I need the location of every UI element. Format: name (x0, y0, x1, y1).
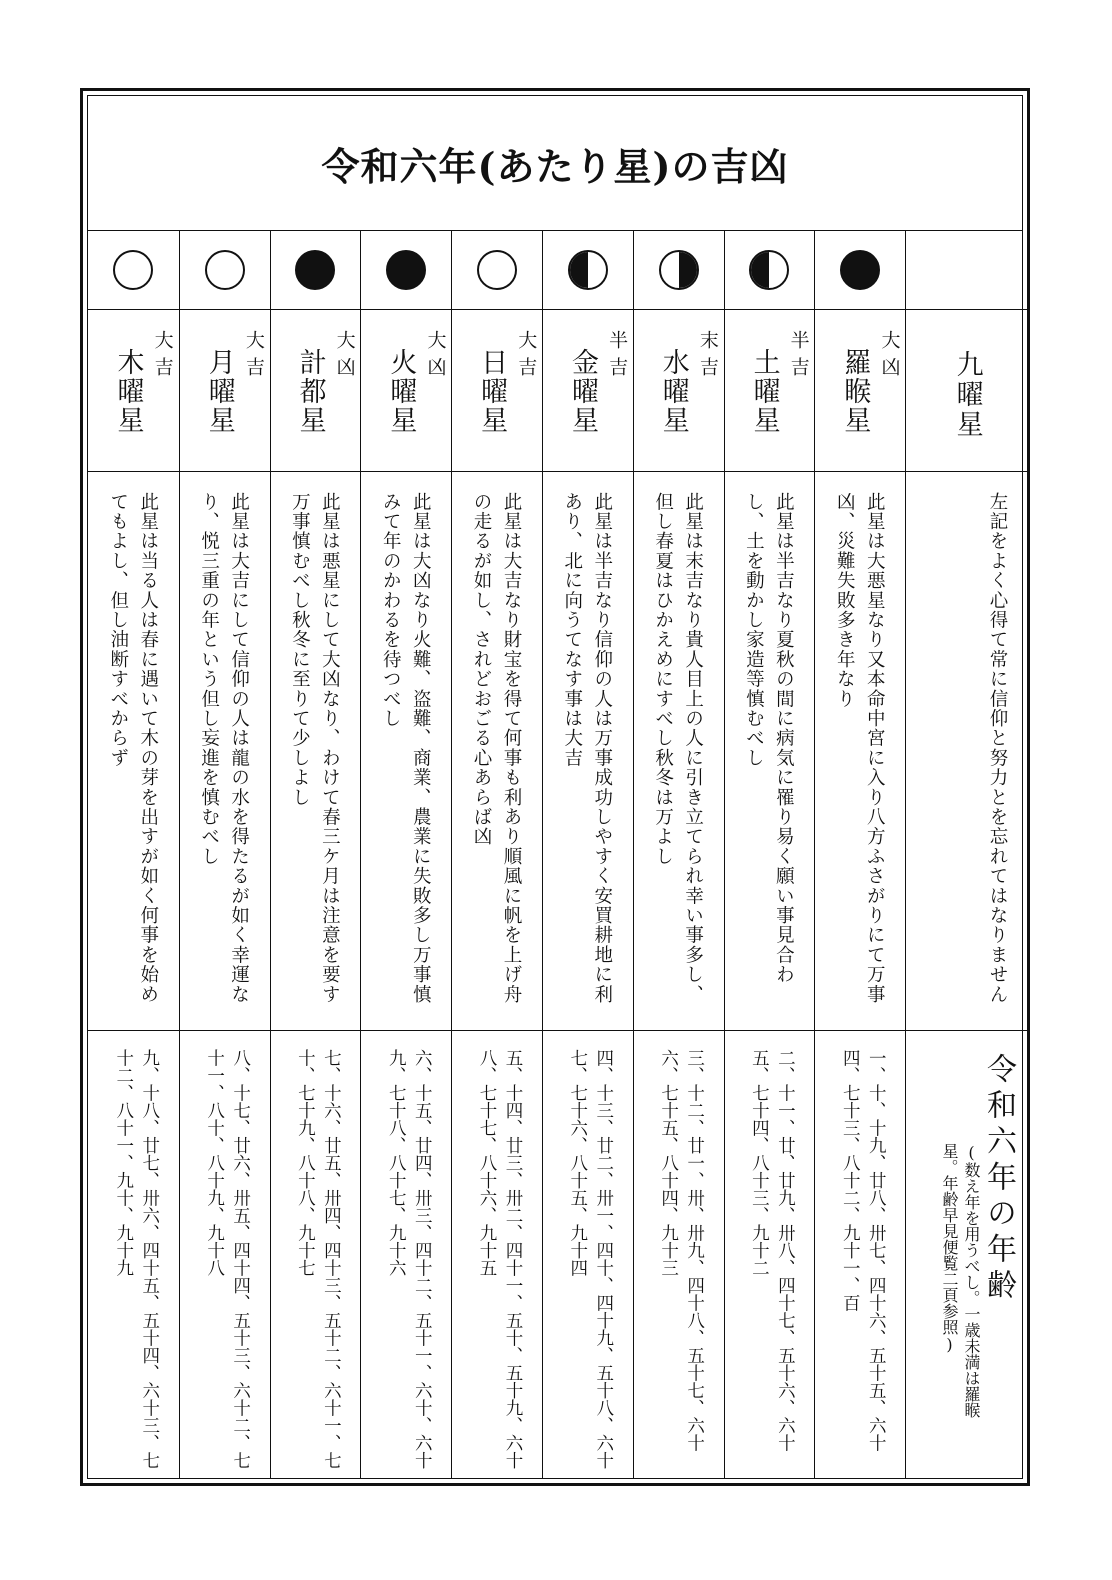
legend-intro-cell (906, 472, 1028, 1031)
description-cell (88, 472, 179, 1031)
fortune-label: 大吉 (242, 330, 265, 384)
moon-phase-icon (205, 250, 245, 290)
star-ages: 九、十八、廿七、卅六、四十五、五十四、六十三、七十二、八十一、九十、九十九 (113, 1049, 160, 1469)
star-description: 此星は末吉なり貴人目上の人に引き立てられ幸い事多し、但し春夏はひかえめにすべし秋冬は万よし (652, 492, 704, 1005)
fortune-grid (88, 231, 1022, 1478)
fortune-label: 半吉 (606, 330, 629, 384)
moon-cell (88, 231, 179, 310)
fortune-label: 大吉 (151, 330, 174, 384)
star-column (633, 231, 724, 1478)
fortune-label: 大凶 (424, 330, 447, 384)
ages-cell (361, 1031, 451, 1478)
star-name: 日曜星 (476, 348, 508, 435)
moon-cell (725, 231, 815, 310)
star-description: 此星は大吉にして信仰の人は龍の水を得たるが如く幸運なり、悦三重の年という但し妄進を慎むべし (198, 492, 250, 1005)
ages-cell (725, 1031, 815, 1478)
star-column (179, 231, 270, 1478)
moon-phase-icon (386, 250, 426, 290)
moon-cell (452, 231, 542, 310)
description-cell (452, 472, 542, 1031)
description-cell (634, 472, 724, 1031)
legend-moon-cell (906, 231, 1028, 310)
star-name-cell (88, 310, 179, 472)
legend-intro: 左記をよく心得て常に信仰と努力とを忘れてはなりません (986, 492, 1008, 1005)
star-ages: 七、十六、廿五、卅四、四十三、五十二、六十一、七十、七十九、八十八、九十七 (295, 1049, 342, 1469)
moon-phase-icon (568, 250, 608, 290)
star-ages: 五、十四、廿三、卅二、四十一、五十、五十九、六十八、七十七、八十六、九十五 (476, 1049, 523, 1469)
table-frame (80, 88, 1030, 1486)
star-name: 水曜星 (657, 348, 689, 435)
star-description: 此星は半吉なり信仰の人は万事成功しやすく安買耕地に利あり、北に向うてなす事は大吉 (561, 492, 613, 1005)
star-name: 月曜星 (203, 348, 235, 435)
fortune-label: 末吉 (696, 330, 719, 384)
kyuyo-header: 九曜星 (951, 350, 983, 440)
moon-phase-icon (295, 250, 335, 290)
star-name: 火曜星 (385, 348, 417, 435)
star-name-cell (543, 310, 633, 472)
ages-cell (88, 1031, 179, 1478)
moon-cell (271, 231, 361, 310)
star-column (88, 231, 179, 1478)
legend-age-cell (906, 1031, 1028, 1478)
star-name-cell (815, 310, 905, 472)
description-cell (815, 472, 905, 1031)
moon-phase-icon (477, 250, 517, 290)
age-note: (数え年を用うべし。一歳未満は羅睺星。年齢早見便覧二頁参照) (939, 1143, 981, 1418)
fortune-label: 大凶 (878, 330, 901, 384)
ages-cell (815, 1031, 905, 1478)
description-cell (361, 472, 451, 1031)
ages-cell (543, 1031, 633, 1478)
star-description: 此星は大凶なり火難、盗難、商業、農業に失敗多し万事慎みて年のかわるを待つべし (380, 492, 432, 1005)
ages-cell (180, 1031, 270, 1478)
star-ages: 四、十三、廿二、卅一、四十、四十九、五十八、六十七、七十六、八十五、九十四 (567, 1049, 614, 1469)
description-cell (180, 472, 270, 1031)
star-name: 土曜星 (748, 348, 780, 435)
star-name-cell (271, 310, 361, 472)
star-ages: 八、十七、廿六、卅五、四十四、五十三、六十二、七十一、八十、八十九、九十八 (204, 1049, 251, 1469)
legend-header-cell (906, 310, 1028, 472)
star-name: 金曜星 (566, 348, 598, 435)
age-title: 令和六年の年齢 (980, 1053, 1016, 1305)
moon-cell (361, 231, 451, 310)
star-column (814, 231, 905, 1478)
fortune-label: 大凶 (333, 330, 356, 384)
description-cell (725, 472, 815, 1031)
star-ages: 三、十二、廿一、卅、卅九、四十八、五十七、六十六、七十五、八十四、九十三 (658, 1049, 705, 1452)
description-cell (543, 472, 633, 1031)
star-column (360, 231, 451, 1478)
page-title: 令和六年(あたり星)の吉凶 (88, 96, 1022, 231)
star-name-cell (634, 310, 724, 472)
star-column (451, 231, 542, 1478)
star-description: 此星は大悪星なり又本命中宮に入り八方ふさがりにて万事凶、災難失敗多き年なり (834, 492, 886, 1005)
table-inner (87, 95, 1023, 1479)
moon-cell (543, 231, 633, 310)
star-name-cell (452, 310, 542, 472)
star-ages: 一、十、十九、廿八、卅七、四十六、五十五、六十四、七十三、八十二、九十一、百 (840, 1049, 887, 1452)
ages-cell (634, 1031, 724, 1478)
star-ages: 二、十一、廿、廿九、卅八、四十七、五十六、六十五、七十四、八十三、九十二 (749, 1049, 796, 1452)
star-name-cell (361, 310, 451, 472)
star-description: 此星は半吉なり夏秋の間に病気に罹り易く願い事見合わし、土を動かし家造等慎むべし (743, 492, 795, 985)
star-name: 羅睺星 (839, 348, 871, 435)
star-ages: 六、十五、廿四、卅三、四十二、五十一、六十、六十九、七十八、八十七、九十六 (386, 1049, 433, 1469)
star-column (542, 231, 633, 1478)
moon-cell (180, 231, 270, 310)
fortune-label: 半吉 (787, 330, 810, 384)
description-cell (271, 472, 361, 1031)
moon-phase-icon (659, 250, 699, 290)
star-description: 此星は当る人は春に遇いて木の芽を出すが如く何事を始めてもよし、但し油断すべからず (107, 492, 159, 1005)
ages-cell (271, 1031, 361, 1478)
moon-cell (815, 231, 905, 310)
star-name: 計都星 (294, 348, 326, 435)
star-column (270, 231, 361, 1478)
moon-phase-icon (113, 250, 153, 290)
moon-phase-icon (840, 250, 880, 290)
star-column (724, 231, 815, 1478)
fortune-label: 大吉 (515, 330, 538, 384)
star-name-cell (180, 310, 270, 472)
moon-phase-icon (749, 250, 789, 290)
moon-cell (634, 231, 724, 310)
ages-cell (452, 1031, 542, 1478)
star-description: 此星は大吉なり財宝を得て何事も利あり順風に帆を上げ舟の走るが如し、されどおごる心あらば凶 (470, 492, 522, 1005)
star-description: 此星は悪星にして大凶なり、わけて春三ケ月は注意を要す万事慎むべし秋冬に至りて少しよし (289, 492, 341, 1005)
star-name: 木曜星 (112, 348, 144, 435)
star-name-cell (725, 310, 815, 472)
legend-column (905, 231, 1028, 1478)
